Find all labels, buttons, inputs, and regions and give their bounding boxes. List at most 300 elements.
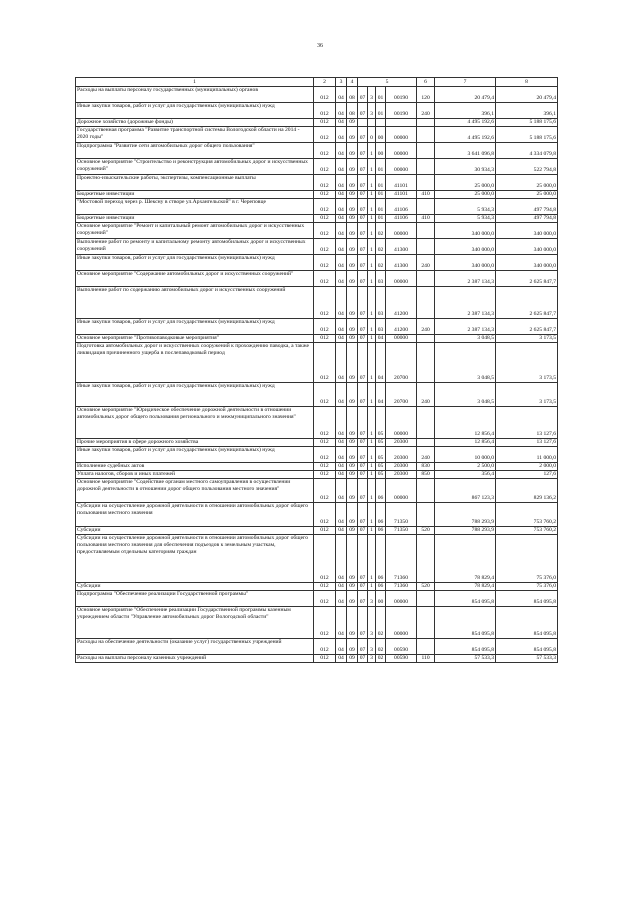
target-article-direction: 20300 <box>386 447 417 463</box>
amount-year-2: 3 173,5 <box>496 343 558 383</box>
target-article-direction: 41101 <box>386 175 417 191</box>
subsection-code: 09 <box>347 407 358 439</box>
target-article-subprogram: 3 <box>368 591 376 607</box>
table-row <box>76 343 558 383</box>
table-row <box>76 607 558 639</box>
section-code: 04 <box>336 191 347 199</box>
expense-type-code <box>417 343 435 383</box>
row-name: Бюджетные инвестиции <box>76 215 314 223</box>
target-article-program: 07 <box>358 87 368 103</box>
section-code: 04 <box>336 607 347 639</box>
target-article-program: 07 <box>358 463 368 471</box>
section-code: 04 <box>336 503 347 527</box>
target-article-measure: 04 <box>376 343 386 383</box>
target-article-measure: 06 <box>376 583 386 591</box>
row-name: Исполнение судебных актов <box>76 463 314 471</box>
amount-year-2: 57 533,3 <box>496 655 558 663</box>
amount-year-1: 10 000,0 <box>435 447 496 463</box>
target-article-program: 07 <box>358 343 368 383</box>
amount-year-2: 829 136,2 <box>496 479 558 503</box>
section-code: 04 <box>336 535 347 583</box>
target-article-program: 07 <box>358 255 368 271</box>
target-article-subprogram: 3 <box>368 87 376 103</box>
section-code: 04 <box>336 175 347 191</box>
table-row <box>76 271 558 287</box>
target-article-direction <box>386 119 417 127</box>
expense-type-code: 520 <box>417 583 435 591</box>
admin-code: 012 <box>314 383 336 407</box>
target-article-direction: 00000 <box>386 271 417 287</box>
row-name: Выполнение работ по содержанию автомобильных дорог и искусственных сооружений <box>76 287 314 319</box>
expense-type-code: 410 <box>417 191 435 199</box>
target-article-measure: 00 <box>376 127 386 143</box>
subsection-code: 09 <box>347 271 358 287</box>
admin-code: 012 <box>314 447 336 463</box>
amount-year-1: 854 095,8 <box>435 591 496 607</box>
target-article-measure: 01 <box>376 175 386 191</box>
target-article-direction: 00590 <box>386 655 417 663</box>
amount-year-2: 497 794,8 <box>496 215 558 223</box>
target-article-direction: 00000 <box>386 479 417 503</box>
row-name: Иные закупки товаров, работ и услуг для государственных (муниципальных) нужд <box>76 383 314 407</box>
target-article-measure: 04 <box>376 383 386 407</box>
target-article-program: 07 <box>358 103 368 119</box>
amount-year-1: 854 095,8 <box>435 639 496 655</box>
target-article-subprogram: 1 <box>368 335 376 343</box>
target-article-direction: 00000 <box>386 407 417 439</box>
target-article-program: 07 <box>358 607 368 639</box>
target-article-program: 07 <box>358 335 368 343</box>
target-article-direction: 00590 <box>386 639 417 655</box>
amount-year-1: 854 095,8 <box>435 607 496 639</box>
expense-type-code <box>417 143 435 159</box>
table-body <box>76 87 558 663</box>
amount-year-1: 20 479,4 <box>435 87 496 103</box>
column-header-1: 1 <box>76 78 314 87</box>
expense-type-code: 240 <box>417 447 435 463</box>
target-article-direction: 20300 <box>386 439 417 447</box>
amount-year-1: 396,1 <box>435 103 496 119</box>
target-article-subprogram: 1 <box>368 479 376 503</box>
subsection-code: 09 <box>347 535 358 583</box>
budget-table <box>75 77 558 663</box>
table-row <box>76 119 558 127</box>
expense-type-code <box>417 199 435 215</box>
target-article-subprogram: 1 <box>368 463 376 471</box>
amount-year-2: 127,6 <box>496 471 558 479</box>
target-article-subprogram: 1 <box>368 199 376 215</box>
table-row <box>76 87 558 103</box>
row-name: Подготовка автомобильных дорог и искусственных сооружений к прохождению паводка, а также ликвидация причиненного ущерба в послепаводковый период <box>76 343 314 383</box>
amount-year-2: 497 794,8 <box>496 199 558 215</box>
amount-year-2: 11 000,0 <box>496 447 558 463</box>
amount-year-1: 25 000,0 <box>435 191 496 199</box>
subsection-code: 09 <box>347 319 358 335</box>
amount-year-1: 2 387 134,3 <box>435 271 496 287</box>
row-name: Проектно-изыскательские работы, экспертизы, компенсационные выплаты <box>76 175 314 191</box>
amount-year-2: 2 625 847,7 <box>496 287 558 319</box>
subsection-code: 09 <box>347 199 358 215</box>
amount-year-2: 522 794,8 <box>496 159 558 175</box>
target-article-program: 07 <box>358 479 368 503</box>
section-code: 04 <box>336 439 347 447</box>
target-article-program: 07 <box>358 503 368 527</box>
amount-year-1: 57 533,3 <box>435 655 496 663</box>
admin-code: 012 <box>314 335 336 343</box>
section-code: 04 <box>336 223 347 239</box>
target-article-measure: 05 <box>376 439 386 447</box>
expense-type-code <box>417 239 435 255</box>
expense-type-code <box>417 607 435 639</box>
expense-type-code <box>417 535 435 583</box>
row-name: Дорожное хозяйство (дорожные фонды) <box>76 119 314 127</box>
target-article-program: 07 <box>358 527 368 535</box>
column-header-8: 8 <box>496 78 558 87</box>
row-name: Подпрограмма "Обеспечение реализации Государственной программы" <box>76 591 314 607</box>
row-name: Расходы на выплаты персоналу государственных (муниципальных) органов <box>76 87 314 103</box>
admin-code: 012 <box>314 319 336 335</box>
amount-year-1: 3 641 096,8 <box>435 143 496 159</box>
row-name: Основное мероприятие "Противопаводковые мероприятия" <box>76 335 314 343</box>
table-row <box>76 143 558 159</box>
table-row <box>76 639 558 655</box>
target-article-measure: 01 <box>376 191 386 199</box>
expense-type-code <box>417 479 435 503</box>
row-name: Расходы на обеспечение деятельности (оказание услуг) государственных учреждений <box>76 639 314 655</box>
amount-year-2: 340 000,0 <box>496 239 558 255</box>
amount-year-1: 340 000,0 <box>435 255 496 271</box>
table-row <box>76 287 558 319</box>
subsection-code: 09 <box>347 383 358 407</box>
admin-code: 012 <box>314 535 336 583</box>
target-article-measure: 06 <box>376 535 386 583</box>
subsection-code: 09 <box>347 191 358 199</box>
row-name: Прочие мероприятия в сфере дорожного хозяйства <box>76 439 314 447</box>
amount-year-2: 854 095,8 <box>496 607 558 639</box>
table-row <box>76 239 558 255</box>
section-code: 04 <box>336 271 347 287</box>
expense-type-code <box>417 335 435 343</box>
subsection-code: 09 <box>347 591 358 607</box>
target-article-direction: 41200 <box>386 287 417 319</box>
expense-type-code: 240 <box>417 319 435 335</box>
subsection-code: 09 <box>347 471 358 479</box>
admin-code: 012 <box>314 343 336 383</box>
row-name: Иные закупки товаров, работ и услуг для государственных (муниципальных) нужд <box>76 319 314 335</box>
amount-year-2: 753 760,2 <box>496 527 558 535</box>
target-article-direction: 00000 <box>386 159 417 175</box>
column-header-3: 3 <box>336 78 347 87</box>
table-row <box>76 215 558 223</box>
column-header-5: 5 <box>358 78 417 87</box>
admin-code: 012 <box>314 639 336 655</box>
target-article-subprogram: 1 <box>368 383 376 407</box>
expense-type-code <box>417 503 435 527</box>
amount-year-1: 30 934,3 <box>435 159 496 175</box>
target-article-measure: 06 <box>376 527 386 535</box>
admin-code: 012 <box>314 583 336 591</box>
target-article-direction: 41106 <box>386 215 417 223</box>
subsection-code: 09 <box>347 255 358 271</box>
target-article-subprogram: 3 <box>368 607 376 639</box>
table-row <box>76 175 558 191</box>
table-row <box>76 471 558 479</box>
subsection-code: 09 <box>347 439 358 447</box>
target-article-program: 07 <box>358 191 368 199</box>
subsection-code: 09 <box>347 143 358 159</box>
table-row <box>76 335 558 343</box>
target-article-measure: 01 <box>376 87 386 103</box>
amount-year-2: 2 625 847,7 <box>496 271 558 287</box>
table-row <box>76 159 558 175</box>
admin-code: 012 <box>314 271 336 287</box>
target-article-subprogram <box>368 119 376 127</box>
subsection-code: 09 <box>347 527 358 535</box>
target-article-program <box>358 119 368 127</box>
subsection-code: 09 <box>347 159 358 175</box>
target-article-subprogram: 1 <box>368 239 376 255</box>
expense-type-code <box>417 159 435 175</box>
row-name: Субсидии <box>76 527 314 535</box>
target-article-subprogram: 1 <box>368 287 376 319</box>
amount-year-1: 4 495 192,6 <box>435 119 496 127</box>
target-article-subprogram: 1 <box>368 535 376 583</box>
page-number: 36 <box>317 43 323 49</box>
target-article-direction: 00190 <box>386 103 417 119</box>
table-row <box>76 591 558 607</box>
section-code: 04 <box>336 319 347 335</box>
target-article-measure: 01 <box>376 103 386 119</box>
subsection-code: 09 <box>347 607 358 639</box>
target-article-subprogram: 3 <box>368 639 376 655</box>
amount-year-2: 4 334 079,8 <box>496 143 558 159</box>
subsection-code: 09 <box>347 127 358 143</box>
section-code: 04 <box>336 239 347 255</box>
row-name: Основное мероприятие "Содержание автомобильных дорог и искусственных сооружений" <box>76 271 314 287</box>
target-article-measure: 03 <box>376 287 386 319</box>
expense-type-code <box>417 175 435 191</box>
amount-year-1: 3 048,5 <box>435 343 496 383</box>
amount-year-1: 25 000,0 <box>435 175 496 191</box>
section-code: 04 <box>336 655 347 663</box>
table-row <box>76 319 558 335</box>
expense-type-code <box>417 271 435 287</box>
admin-code: 012 <box>314 223 336 239</box>
table-row <box>76 439 558 447</box>
table-row <box>76 463 558 471</box>
admin-code: 012 <box>314 239 336 255</box>
target-article-program: 07 <box>358 447 368 463</box>
column-header-2: 2 <box>314 78 336 87</box>
row-name: Иные закупки товаров, работ и услуг для государственных (муниципальных) нужд <box>76 255 314 271</box>
row-name: Расходы на выплаты персоналу казенных учреждений <box>76 655 314 663</box>
expense-type-code <box>417 591 435 607</box>
admin-code: 012 <box>314 439 336 447</box>
target-article-subprogram: 1 <box>368 271 376 287</box>
target-article-measure: 05 <box>376 471 386 479</box>
table-row <box>76 199 558 215</box>
amount-year-2: 5 188 175,6 <box>496 119 558 127</box>
row-name: Субсидии на осуществление дорожной деятельности в отношении автомобильных дорог общего пользования местного значения для обеспечения подъездов к земельным участкам, предоставляемым отдельным категориям граждан <box>76 535 314 583</box>
admin-code: 012 <box>314 87 336 103</box>
admin-code: 012 <box>314 199 336 215</box>
section-code: 04 <box>336 215 347 223</box>
amount-year-1: 340 000,0 <box>435 239 496 255</box>
target-article-subprogram: 1 <box>368 343 376 383</box>
amount-year-2: 2 625 847,7 <box>496 319 558 335</box>
amount-year-1: 78 829,4 <box>435 583 496 591</box>
column-header-7: 7 <box>435 78 496 87</box>
target-article-measure: 01 <box>376 159 386 175</box>
target-article-measure <box>376 119 386 127</box>
target-article-measure: 01 <box>376 199 386 215</box>
amount-year-1: 3 048,5 <box>435 383 496 407</box>
row-name: Основное мероприятие "Обеспечение реализации Государственной программы казенным учреждением области "Управление автомобильных дорог Вологодской области" <box>76 607 314 639</box>
table-row <box>76 383 558 407</box>
admin-code: 012 <box>314 463 336 471</box>
amount-year-1: 2 387 134,3 <box>435 287 496 319</box>
expense-type-code: 120 <box>417 87 435 103</box>
section-code: 04 <box>336 343 347 383</box>
target-article-program: 07 <box>358 287 368 319</box>
target-article-direction: 20700 <box>386 343 417 383</box>
target-article-direction: 00000 <box>386 335 417 343</box>
row-name: Основное мероприятие "Ремонт и капитальный ремонт автомобильных дорог и искусственных сооружений" <box>76 223 314 239</box>
subsection-code: 09 <box>347 287 358 319</box>
admin-code: 012 <box>314 607 336 639</box>
target-article-direction: 71360 <box>386 583 417 591</box>
amount-year-1: 12 856,4 <box>435 407 496 439</box>
table-row <box>76 103 558 119</box>
admin-code: 012 <box>314 479 336 503</box>
admin-code: 012 <box>314 655 336 663</box>
table-row <box>76 535 558 583</box>
amount-year-2: 3 173,5 <box>496 383 558 407</box>
target-article-direction: 71350 <box>386 527 417 535</box>
target-article-measure: 03 <box>376 271 386 287</box>
admin-code: 012 <box>314 191 336 199</box>
target-article-subprogram: 1 <box>368 255 376 271</box>
target-article-program: 07 <box>358 175 368 191</box>
admin-code: 012 <box>314 407 336 439</box>
expense-type-code <box>417 287 435 319</box>
expense-type-code: 410 <box>417 215 435 223</box>
target-article-subprogram: 0 <box>368 127 376 143</box>
target-article-subprogram: 1 <box>368 583 376 591</box>
amount-year-1: 340 000,0 <box>435 223 496 239</box>
target-article-subprogram: 1 <box>368 319 376 335</box>
target-article-measure: 01 <box>376 215 386 223</box>
admin-code: 012 <box>314 119 336 127</box>
target-article-direction: 20700 <box>386 383 417 407</box>
table-row <box>76 503 558 527</box>
target-article-program: 07 <box>358 223 368 239</box>
section-code: 04 <box>336 103 347 119</box>
admin-code: 012 <box>314 503 336 527</box>
target-article-program: 07 <box>358 471 368 479</box>
target-article-direction: 00000 <box>386 127 417 143</box>
target-article-subprogram: 1 <box>368 143 376 159</box>
target-article-subprogram: 1 <box>368 447 376 463</box>
target-article-subprogram: 1 <box>368 223 376 239</box>
subsection-code: 09 <box>347 239 358 255</box>
expense-type-code: 520 <box>417 527 435 535</box>
amount-year-2: 13 127,6 <box>496 407 558 439</box>
target-article-direction: 00190 <box>386 87 417 103</box>
amount-year-2: 25 000,0 <box>496 175 558 191</box>
subsection-code: 09 <box>347 583 358 591</box>
section-code: 04 <box>336 479 347 503</box>
target-article-measure: 02 <box>376 639 386 655</box>
admin-code: 012 <box>314 215 336 223</box>
admin-code: 012 <box>314 591 336 607</box>
target-article-measure: 02 <box>376 655 386 663</box>
target-article-measure: 05 <box>376 463 386 471</box>
section-code: 04 <box>336 383 347 407</box>
row-name: Субсидии на осуществление дорожной деятельности в отношении автомобильных дорог общего пользования местного значения <box>76 503 314 527</box>
target-article-subprogram: 1 <box>368 215 376 223</box>
admin-code: 012 <box>314 255 336 271</box>
target-article-subprogram: 1 <box>368 439 376 447</box>
target-article-direction: 41101 <box>386 191 417 199</box>
target-article-program: 07 <box>358 127 368 143</box>
amount-year-2: 5 188 175,6 <box>496 127 558 143</box>
amount-year-1: 867 123,3 <box>435 479 496 503</box>
amount-year-2: 75 376,0 <box>496 535 558 583</box>
amount-year-2: 753 760,2 <box>496 503 558 527</box>
section-code: 04 <box>336 119 347 127</box>
amount-year-1: 2 500,0 <box>435 463 496 471</box>
table-row <box>76 655 558 663</box>
target-article-program: 07 <box>358 407 368 439</box>
target-article-subprogram: 3 <box>368 103 376 119</box>
target-article-program: 07 <box>358 143 368 159</box>
amount-year-1: 788 293,9 <box>435 503 496 527</box>
section-code: 04 <box>336 255 347 271</box>
subsection-code: 09 <box>347 215 358 223</box>
table-row <box>76 527 558 535</box>
section-code: 04 <box>336 639 347 655</box>
target-article-subprogram: 1 <box>368 175 376 191</box>
expense-type-code <box>417 639 435 655</box>
target-article-program: 07 <box>358 655 368 663</box>
target-article-measure: 05 <box>376 447 386 463</box>
subsection-code: 09 <box>347 175 358 191</box>
target-article-program: 07 <box>358 439 368 447</box>
row-name: Выполнение работ по ремонту и капитальному ремонту автомобильных дорог и искусственных сооружений <box>76 239 314 255</box>
section-code: 04 <box>336 199 347 215</box>
table-row <box>76 407 558 439</box>
target-article-program: 07 <box>358 239 368 255</box>
amount-year-2: 854 095,8 <box>496 591 558 607</box>
amount-year-1: 788 293,9 <box>435 527 496 535</box>
target-article-measure: 00 <box>376 591 386 607</box>
section-code: 04 <box>336 159 347 175</box>
row-name: Бюджетные инвестиции <box>76 191 314 199</box>
target-article-direction: 41300 <box>386 239 417 255</box>
amount-year-2: 2 000,0 <box>496 463 558 471</box>
target-article-measure: 06 <box>376 479 386 503</box>
target-article-measure: 02 <box>376 239 386 255</box>
target-article-subprogram: 1 <box>368 527 376 535</box>
section-code: 04 <box>336 583 347 591</box>
expense-type-code: 240 <box>417 103 435 119</box>
subsection-code: 09 <box>347 655 358 663</box>
target-article-measure: 02 <box>376 255 386 271</box>
admin-code: 012 <box>314 471 336 479</box>
expense-type-code: 240 <box>417 255 435 271</box>
amount-year-2: 340 000,0 <box>496 255 558 271</box>
